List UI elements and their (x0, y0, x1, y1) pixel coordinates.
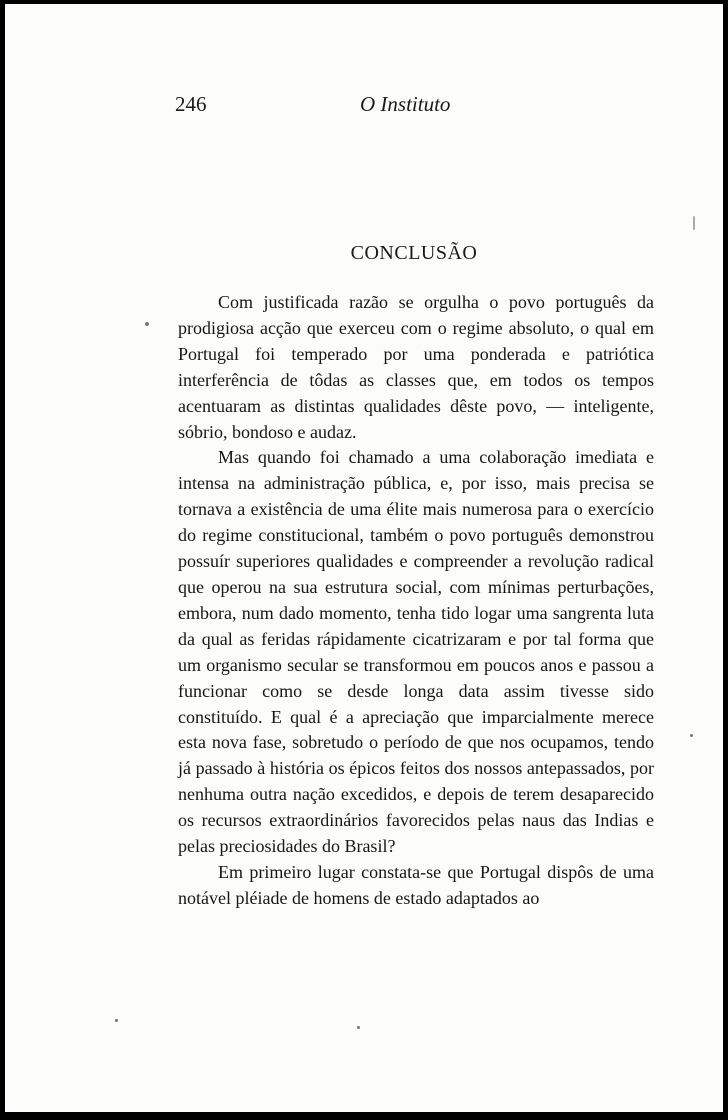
scan-speck (693, 216, 695, 230)
paragraph: Mas quando foi chamado a uma colaboração imediata e intensa na administração pública, e, por isso, mais precisa se tornava a existência de uma élite mais numerosa para o exercício do regime constitucional, também o povo português demonstrou possuír superiores qualidades e compreender a revolução radical que operou na sua estrutura social, com mínimas perturbações, embora, num dado momento, tenha tido logar uma sangrenta luta da qual as feridas rápidamente cicatrizaram e por tal forma que um organismo secular se transformou em poucos anos e passou a funcionar como se desde longa data assim tivesse sido constituído. E qual é a apreciação que imparcialmente merece esta nova fase, sobretudo o período de que nos ocupamos, tendo já passado à história os épicos feitos dos nossos antepassados, por nenhuma outra nação excedidos, e depois de terem desaparecido os recursos extraordinários favorecidos pelas naus das Indias e pelas preciosidades do Brasil? (178, 447, 654, 857)
paragraph: Em primeiro lugar constata-se que Portugal dispôs de uma notável pléiade de homens de estado adaptados ao (178, 861, 654, 908)
paragraph: Com justificada razão se orgulha o povo português da prodigiosa acção que exerceu com o regime absoluto, o qual em Portugal foi temperado por uma ponderada e patriótica interferência de tôdas as classes que, em todos os tempos acentuaram as distintas qualidades dêste povo, — inteligente, sóbrio, bondoso e audaz. (178, 292, 654, 442)
section-heading: CONCLUSÃO (350, 242, 478, 264)
page-header (5, 92, 723, 122)
body-text (178, 290, 654, 912)
scan-speck (690, 734, 693, 737)
page-number: 246 (175, 92, 207, 116)
scan-speck (357, 1026, 360, 1029)
running-title: O Instituto (360, 92, 451, 116)
scan-speck (145, 322, 149, 326)
scan-speck (115, 1019, 118, 1022)
